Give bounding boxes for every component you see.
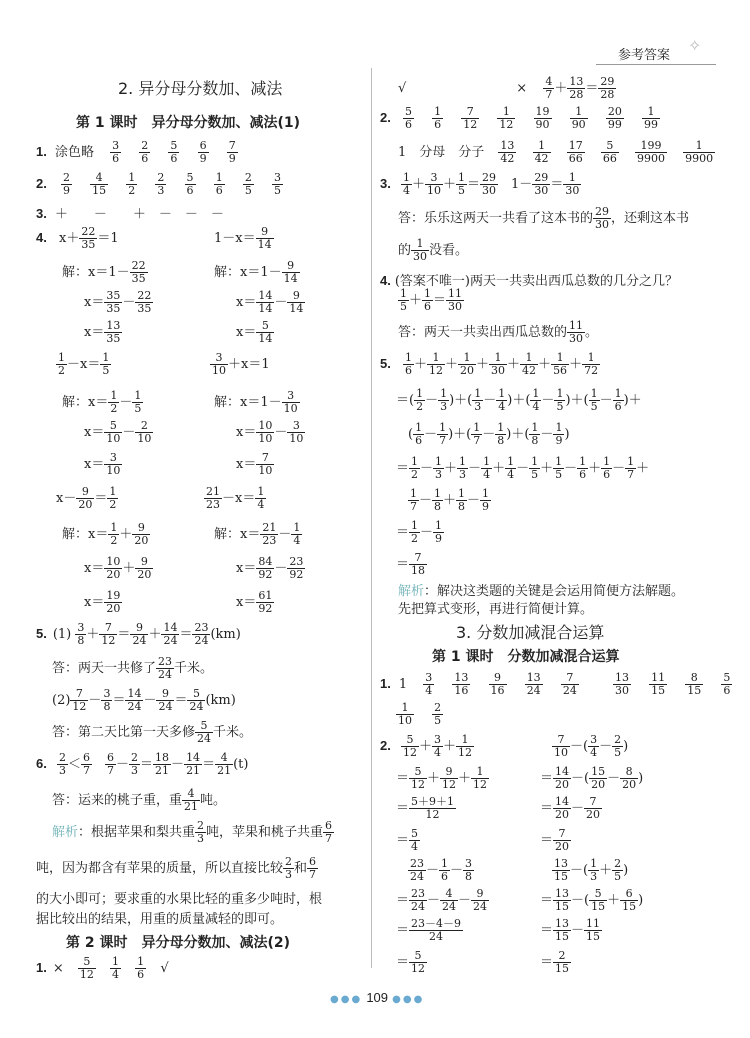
header-rule bbox=[596, 64, 716, 65]
column-divider bbox=[371, 68, 372, 968]
page-footer bbox=[330, 990, 424, 1006]
right-q5-l6: ＝ $\frac{1}{2}$ － $\frac{1}{9}$ bbox=[396, 519, 443, 545]
left-q3: 3. ＋ － ＋ － － － bbox=[36, 206, 224, 222]
left-q5-ans1: 答：两天一共修了 $\frac{23}{24}$ 千米。 bbox=[52, 655, 214, 681]
right-s2-a6: ＝ $\frac{23}{24}$ － $\frac{4}{24}$ － $\frac{9}{24}$ bbox=[396, 887, 488, 913]
right-s1-row1: 1. 1 $\frac{3}{4}$ $\frac{13}{16}$ $\frac{9}{16}$ $\frac{13}{24}$ $\frac{7}{24}$ $\frac{13}{30}$ $\frac{11}{15}$ $\frac{8}{15}$ $\frac{5}{6}$ bbox=[380, 671, 731, 697]
right-q4-eq: $\frac{1}{5}$ ＋ $\frac{1}{6}$ ＝ $\frac{11}{30}$ bbox=[400, 287, 463, 313]
q4b-step3: x＝ $\frac{5}{14}$ bbox=[236, 319, 273, 345]
right-q5-note1: 解析：解决这类题的关键是会运用简便方法解题。 bbox=[398, 584, 685, 599]
q4a-step2: x＝ $\frac{35}{35}$ － $\frac{22}{35}$ bbox=[84, 289, 152, 315]
left-q5-p1: 5. (1) $\frac{3}{8}$ ＋ $\frac{7}{12}$ ＝ $\frac{9}{24}$ ＋ $\frac{14}{24}$ ＝ $\frac{23}{24}$ (km) bbox=[36, 621, 241, 647]
right-q4: 4. (答案不唯一)两天一共卖出西瓜总数的几分之几？ bbox=[380, 273, 678, 289]
left-q6-note4: 据比较出的结果，用重的质量减轻的即可。 bbox=[36, 912, 284, 927]
right-s1-row2: $\frac{1}{10}$ $\frac{2}{5}$ bbox=[398, 701, 442, 727]
q4c-step2: x＝ $\frac{5}{10}$ － $\frac{2}{10}$ bbox=[84, 419, 152, 445]
right-s2-b6: ＝ $\frac{13}{15}$ －( $\frac{5}{15}$ ＋ $\frac{6}{15}$ ) bbox=[540, 887, 644, 913]
left-q6-ans: 答：运来的桃子重，重 $\frac{4}{21}$ 吨。 bbox=[52, 787, 227, 813]
right-s2-a8: ＝ $\frac{5}{12}$ bbox=[396, 949, 426, 975]
right-q5-note2: 先把算式变形，再进行简便计算。 bbox=[398, 602, 594, 617]
q4e-step1: 解：x＝ $\frac{1}{2}$ ＋ $\frac{9}{20}$ bbox=[62, 521, 149, 547]
dots-left-icon: ●●● bbox=[330, 994, 363, 1005]
sparkle-icon: ✧ bbox=[688, 36, 702, 55]
right-q5-l3: ( $\frac{1}{6}$ － $\frac{1}{7}$ )＋( $\frac{1}{7}$ － $\frac{1}{8}$ )＋( $\frac{1}{8}$ － $\frac{1}{9}$ ) bbox=[408, 421, 570, 447]
q4f-step2: x＝ $\frac{84}{92}$ － $\frac{23}{92}$ bbox=[236, 555, 304, 581]
right-s2-b1: $\frac{7}{10}$ －( $\frac{3}{4}$ － $\frac{2}{5}$ ) bbox=[554, 733, 629, 759]
right-top: √ × $\frac{4}{7}$ ＋ $\frac{13}{28}$ ＝ $\frac{29}{28}$ bbox=[398, 75, 615, 101]
right-s2-a1: 2. $\frac{5}{12}$ ＋ $\frac{3}{4}$ ＋ $\frac{1}{12}$ bbox=[380, 733, 473, 759]
section-title: 2. 异分母分数加、减法 bbox=[118, 79, 283, 98]
q4c-eq: $\frac{1}{2}$ －x＝ $\frac{1}{5}$ bbox=[58, 351, 110, 377]
right-s2-a7: ＝ $\frac{23-4-9}{24}$ bbox=[396, 917, 462, 943]
right-q3-ans2: 的 $\frac{1}{30}$ 没看。 bbox=[398, 237, 469, 263]
right-s2-b4: ＝ $\frac{7}{20}$ bbox=[540, 827, 570, 853]
left-l2-q1: 1. × $\frac{5}{12}$ $\frac{1}{4}$ $\frac{1}{6}$ √ bbox=[36, 955, 169, 981]
lesson-1-title: 第 1 课时 异分母分数加、减法(1) bbox=[76, 115, 301, 131]
left-q2: 2. $\frac{2}{9}$ $\frac{4}{15}$ $\frac{1}{2}$ $\frac{2}{3}$ $\frac{5}{6}$ $\frac{1}{6}$ $\frac{2}{5}$ $\frac{3}{5}$ bbox=[36, 171, 281, 197]
q4d-step2: x＝ $\frac{10}{10}$ － $\frac{3}{10}$ bbox=[236, 419, 304, 445]
right-q5-l4: ＝ $\frac{1}{2}$ － $\frac{1}{3}$ ＋ $\frac{1}{3}$ － $\frac{1}{4}$ ＋ $\frac{1}{4}$ － $\frac{1}{5}$ ＋ $\frac{1}{5}$ － $\frac{1}{6}$ ＋ $\frac{1}{6}$ － $\frac{1}{7}$ ＋ bbox=[396, 455, 650, 481]
q4b-step2: x＝ $\frac{14}{14}$ － $\frac{9}{14}$ bbox=[236, 289, 304, 315]
right-s2-a5: $\frac{23}{24}$ － $\frac{1}{6}$ － $\frac{3}{8}$ bbox=[410, 857, 473, 883]
left-q6-note2: 吨，因为都含有苹果的质量，所以直接比较 $\frac{2}{3}$ 和 $\frac{6}{7}$ bbox=[36, 855, 317, 881]
header-label: 参考答案 bbox=[618, 48, 671, 63]
q4b-step1: 解：x＝1－ $\frac{9}{14}$ bbox=[214, 259, 298, 285]
q4c-step1: 解：x＝ $\frac{1}{2}$ － $\frac{1}{5}$ bbox=[62, 389, 142, 415]
left-q5-ans2: 答：第二天比第一天多修 $\frac{5}{24}$ 千米。 bbox=[52, 719, 253, 745]
q4d-eq: $\frac{3}{10}$ ＋x＝1 bbox=[212, 351, 270, 377]
right-q5-l1: 5. $\frac{1}{6}$ ＋ $\frac{1}{12}$ ＋ $\frac{1}{20}$ ＋ $\frac{1}{30}$ ＋ $\frac{1}{42}$ ＋ $\frac{1}{56}$ ＋ $\frac{1}{72}$ bbox=[380, 351, 599, 377]
q4c-step3: x＝ $\frac{3}{10}$ bbox=[84, 451, 121, 477]
right-s2-b5: $\frac{13}{15}$ －( $\frac{1}{3}$ ＋ $\frac{2}{5}$ ) bbox=[554, 857, 629, 883]
right-q2-row1: 2. $\frac{5}{6}$ $\frac{1}{6}$ $\frac{7}{12}$ $\frac{1}{12}$ $\frac{19}{90}$ $\frac{1}{90}$ $\frac{20}{99}$ $\frac{1}{99}$ bbox=[380, 105, 658, 131]
right-q5-l2: ＝( $\frac{1}{2}$ － $\frac{1}{3}$ )＋( $\frac{1}{3}$ － $\frac{1}{4}$ )＋( $\frac{1}{4}$ － $\frac{1}{5}$ )＋( $\frac{1}{5}$ － $\frac{1}{6}$ )＋ bbox=[396, 387, 642, 413]
right-q2-row2: 1 分母 分子 $\frac{13}{42}$ $\frac{1}{42}$ $\frac{17}{66}$ $\frac{5}{66}$ $\frac{199}{9900}$ $\frac{1}{9900}$ bbox=[398, 139, 714, 165]
q4f-step3: x＝ $\frac{61}{92}$ bbox=[236, 589, 273, 615]
q4d-step1: 解：x＝1－ $\frac{3}{10}$ bbox=[214, 389, 298, 415]
right-s2-a2: ＝ $\frac{5}{12}$ ＋ $\frac{9}{12}$ ＋ $\frac{1}{12}$ bbox=[396, 765, 488, 791]
left-q6: 6. $\frac{2}{3}$ ＜ $\frac{6}{7}$ $\frac{6}{7}$ － $\frac{2}{3}$ ＝ $\frac{18}{21}$ － $\frac{14}{21}$ ＝ $\frac{4}{21}$ (t) bbox=[36, 751, 249, 777]
left-q4-b: 1－x＝ $\frac{9}{14}$ bbox=[214, 225, 272, 251]
right-s2-a3: ＝ $\frac{5+9+1}{12}$ bbox=[396, 795, 455, 821]
right-s2-b7: ＝ $\frac{13}{15}$ － $\frac{11}{15}$ bbox=[540, 917, 601, 943]
q4f-step1: 解：x＝ $\frac{21}{23}$ － $\frac{1}{4}$ bbox=[214, 521, 301, 547]
right-q3: 3. $\frac{1}{4}$ ＋ $\frac{3}{10}$ ＋ $\frac{1}{5}$ ＝ $\frac{29}{30}$ 1－ $\frac{29}{30}$ ＝ $\frac{1}{30}$ bbox=[380, 171, 580, 197]
q4d-step3: x＝ $\frac{7}{10}$ bbox=[236, 451, 273, 477]
lesson-2-title: 第 2 课时 异分母分数加、减法(2) bbox=[66, 935, 291, 951]
right-s2-b8: ＝ $\frac{2}{15}$ bbox=[540, 949, 570, 975]
section-3-title: 3. 分数加减混合运算 bbox=[456, 623, 605, 642]
left-q5-p2: (2) $\frac{7}{12}$ － $\frac{3}{8}$ ＝ $\frac{14}{24}$ － $\frac{9}{24}$ ＝ $\frac{5}{24}$ (km) bbox=[52, 687, 236, 713]
page-number: 109 bbox=[366, 990, 389, 1005]
q4f-eq: $\frac{21}{23}$ －x＝ $\frac{1}{4}$ bbox=[206, 485, 265, 511]
q4a-step1: 解：x＝1－ $\frac{22}{35}$ bbox=[62, 259, 146, 285]
right-s2-b2: ＝ $\frac{14}{20}$ －( $\frac{15}{20}$ － $\frac{8}{20}$ ) bbox=[540, 765, 644, 791]
q4e-eq: x－ $\frac{9}{20}$ ＝ $\frac{1}{2}$ bbox=[56, 485, 117, 511]
left-q6-note1: 解析：根据苹果和梨共重 $\frac{2}{3}$ 吨，苹果和桃子共重 $\frac{6}{7}$ bbox=[52, 819, 333, 845]
dots-right-icon: ●●● bbox=[392, 994, 425, 1005]
right-q4-ans: 答：两天一共卖出西瓜总数的 $\frac{11}{30}$ 。 bbox=[398, 319, 599, 345]
right-q5-l7: ＝ $\frac{7}{18}$ bbox=[396, 551, 426, 577]
q4e-step3: x＝ $\frac{19}{20}$ bbox=[84, 589, 121, 615]
q4a-step3: x＝ $\frac{13}{35}$ bbox=[84, 319, 121, 345]
left-q4-a: 4. x＋ $\frac{22}{35}$ ＝1 bbox=[36, 225, 119, 251]
lesson-title-right: 第 1 课时 分数加减混合运算 bbox=[432, 649, 620, 665]
right-q3-ans: 答：乐乐这两天一共看了这本书的 $\frac{29}{30}$ ，还剩这本书 bbox=[398, 205, 690, 231]
left-q6-note3: 的大小即可；要求重的水果比轻的重多少吨时，根 bbox=[36, 892, 323, 907]
right-s2-b3: ＝ $\frac{14}{20}$ － $\frac{7}{20}$ bbox=[540, 795, 601, 821]
right-s2-a4: ＝ $\frac{5}{4}$ bbox=[396, 827, 419, 853]
left-q1: 1. 涂色略 $\frac{3}{6}$ $\frac{2}{6}$ $\frac{5}{6}$ $\frac{6}{9}$ $\frac{7}{9}$ bbox=[36, 139, 236, 165]
right-q5-l5: $\frac{1}{7}$ － $\frac{1}{8}$ ＋ $\frac{1}{8}$ － $\frac{1}{9}$ bbox=[410, 487, 490, 513]
q4e-step2: x＝ $\frac{10}{20}$ ＋ $\frac{9}{20}$ bbox=[84, 555, 152, 581]
